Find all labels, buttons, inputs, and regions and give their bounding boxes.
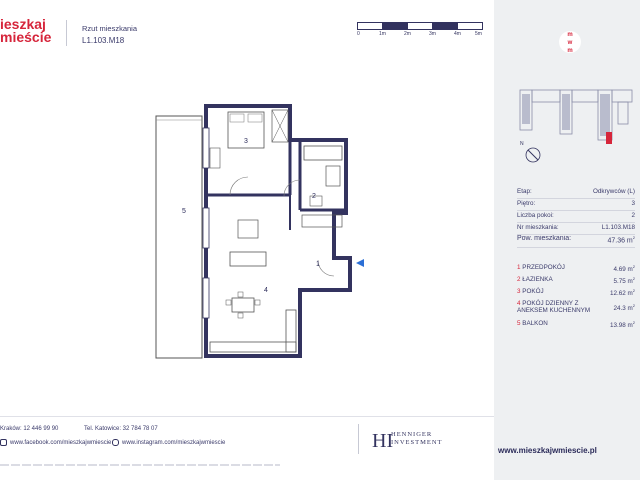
pillow — [248, 114, 262, 122]
floor-plan-drawing — [150, 100, 370, 360]
brand-line1: ieszkaj — [0, 16, 46, 32]
room-row: 3 POKÓJ 12.62 $m^2$ — [517, 288, 635, 298]
scale-label: 5m — [475, 31, 482, 37]
fine-print-lines — [0, 463, 300, 467]
svg-text:m: m — [567, 32, 573, 38]
brand-line2: mieście — [0, 29, 52, 45]
svg-text:m: m — [567, 48, 573, 54]
room-label-3: 3 — [244, 138, 248, 145]
developer-line1: HENNIGER — [391, 431, 433, 438]
footer-divider — [0, 416, 494, 417]
scale-label: 2m — [404, 31, 411, 37]
info-separator — [517, 222, 635, 223]
scale-segment — [383, 23, 408, 29]
dining-table — [232, 298, 254, 312]
info-separator — [517, 234, 635, 235]
info-row-area: Pow. mieszkania: 47.36 $m^2$ — [517, 235, 635, 245]
entry-door-swing — [318, 260, 334, 276]
info-separator — [517, 247, 635, 248]
chair — [226, 300, 231, 305]
brand-logo[interactable] — [0, 18, 51, 44]
svg-text:w: w — [567, 40, 573, 46]
compass-icon — [525, 147, 541, 163]
mwm-logo-icon[interactable] — [559, 22, 581, 62]
room-row: 1 PRZEDPOKÓJ 4.69 $m^2$ — [517, 264, 635, 274]
scale-label: 1m — [379, 31, 386, 37]
window — [203, 208, 209, 248]
developer-logo[interactable] — [391, 431, 443, 447]
scale-segment — [458, 23, 482, 29]
scale-segment — [408, 23, 433, 29]
room-label-5: 5 — [182, 208, 186, 215]
door-swing — [230, 177, 248, 195]
scale-segment — [433, 23, 458, 29]
info-row: Liczba pokoi: 2 — [517, 212, 635, 219]
info-row: Nr mieszkania: L1.103.M18 — [517, 224, 635, 231]
compass-label: N — [520, 141, 524, 147]
info-row: Etap: Odkrywców (L) — [517, 188, 635, 195]
room-row: 2 ŁAZIENKA 5.75 $m^2$ — [517, 276, 635, 286]
instagram-link[interactable]: www.instagram.com/mieszkajwmiescie — [122, 440, 226, 446]
chair — [238, 292, 243, 297]
sofa — [230, 252, 266, 266]
scale-label: 3m — [429, 31, 436, 37]
phone-krakow[interactable]: Kraków: 12 446 99 90 — [0, 426, 59, 432]
bathtub — [304, 146, 342, 160]
website-link[interactable]: www.mieszkajwmiescie.pl — [498, 446, 597, 455]
kitchen-counter — [210, 342, 296, 352]
room-label-2: 2 — [312, 193, 316, 200]
facebook-link[interactable]: www.facebook.com/mieszkajwmiescie — [10, 440, 112, 446]
desk — [210, 148, 220, 168]
room-row: 4 POKÓJ DZIENNY Z ANEKSEM KUCHENNYM 24.3 $m^2$ — [517, 300, 635, 314]
room-row: 5 BALKON 13.98 $m^2$ — [517, 320, 635, 330]
info-row: Piętro: 3 — [517, 200, 635, 207]
info-separator — [517, 210, 635, 211]
scale-label: 4m — [454, 31, 461, 37]
scale-label: 0 — [357, 31, 360, 37]
developer-line2: INVESTMENT — [391, 439, 443, 446]
developer-mark: HI — [372, 430, 394, 452]
header-divider — [66, 20, 67, 46]
plan-id: L1.103.M18 — [82, 36, 125, 45]
window — [203, 128, 209, 168]
room-label-1: 1 — [316, 261, 320, 268]
facebook-icon — [0, 439, 7, 446]
apartment-highlight — [606, 132, 612, 144]
window — [203, 278, 209, 318]
washing-machine — [326, 166, 340, 186]
developer-divider — [358, 424, 359, 454]
scale-bar — [357, 22, 483, 38]
phone-katowice[interactable]: Tel. Katowice: 32 784 78 07 — [84, 426, 158, 432]
tv-unit — [238, 220, 258, 238]
kitchen-column — [286, 310, 296, 352]
balcony-outline — [156, 116, 202, 358]
scale-segment — [358, 23, 383, 29]
pillow — [230, 114, 244, 122]
building-key-plan — [500, 84, 640, 174]
entrance-arrow-icon — [356, 259, 364, 267]
info-separator — [517, 198, 635, 199]
room-label-4: 4 — [264, 287, 268, 294]
chair — [255, 300, 260, 305]
plan-title: Rzut mieszkania — [82, 24, 138, 33]
instagram-icon — [112, 439, 119, 446]
chair — [238, 313, 243, 318]
